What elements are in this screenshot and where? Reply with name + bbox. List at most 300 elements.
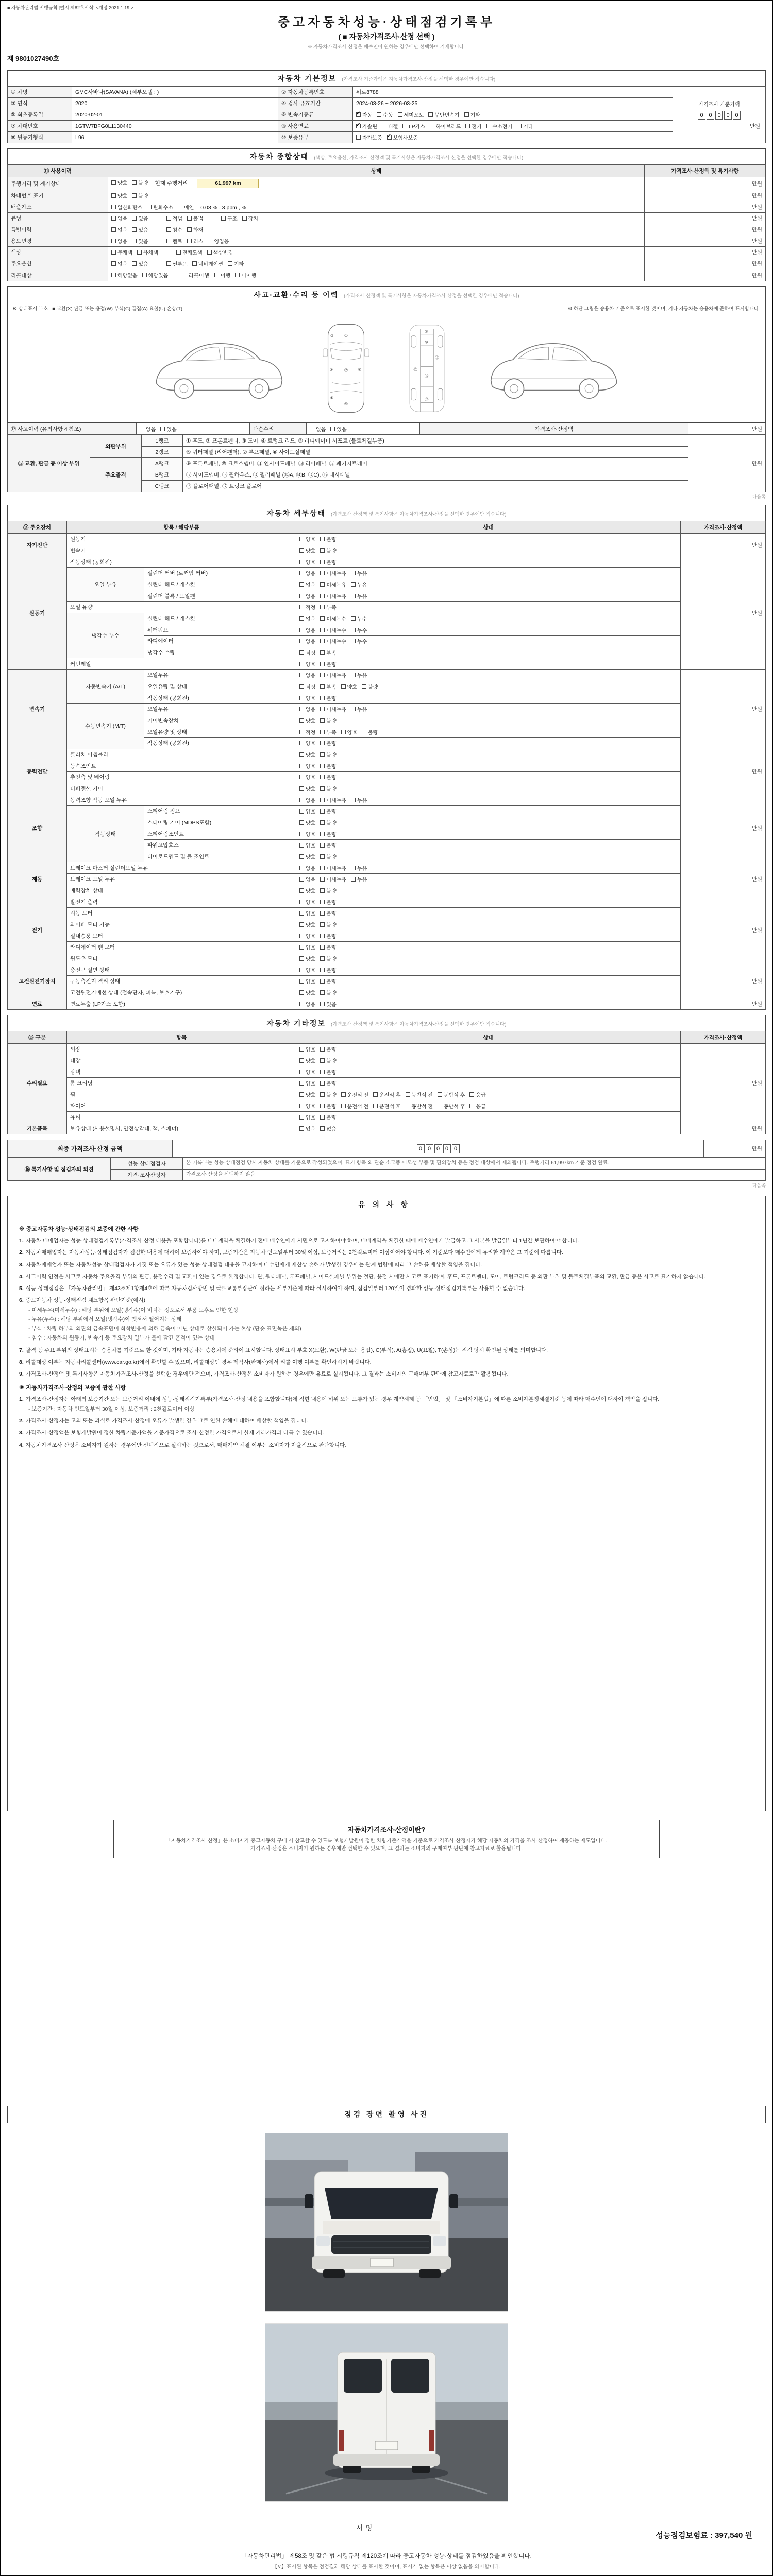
notice-subitem: - 침수 : 자동차의 원동기, 변속기 등 주요장치 일부가 물에 잠긴 흔적이 있는 상태 [28,1335,215,1342]
notice-text: 가격조사·산정자는 고의 또는 과실로 가격조사·산정에 오류가 발생한 경우 그로 인한 손해에 대하여 배상할 책임을 집니다. [25,1417,308,1424]
checkbox-불량[interactable] [320,1113,336,1121]
checkbox-자동[interactable] [356,111,372,118]
checkbox-적정[interactable] [299,649,315,656]
checkbox-양호[interactable] [299,819,315,826]
checkbox-침수[interactable] [166,226,182,233]
checkbox-label: 세미오토 [404,113,424,118]
checkbox-label: 누유 [357,571,367,577]
checkbox-양호[interactable] [299,739,315,747]
checkbox-양호[interactable] [299,773,315,781]
checkbox-불량[interactable] [320,932,336,940]
checkbox-양호[interactable] [299,807,315,815]
checkbox-불량[interactable] [320,762,336,770]
checkbox-운전석 후[interactable] [373,1091,400,1098]
checkbox-일산화탄소[interactable] [111,203,142,211]
checkbox-해당없음[interactable] [111,271,138,279]
checkbox-불법[interactable] [187,214,203,222]
checkbox-label: 전기 [472,124,482,130]
checkbox-없음[interactable] [299,875,315,883]
checkbox-없음[interactable] [111,260,127,267]
state-cell [296,851,681,862]
checkbox-불량[interactable] [320,694,336,702]
svg-text:⑯: ⑯ [425,374,429,379]
table-row [8,783,766,794]
checkbox-불량[interactable] [320,830,336,838]
item-label: 충전구 절연 상태 [67,964,296,976]
checkbox-label: 양호 [306,991,316,996]
checkbox-양호[interactable] [299,932,315,940]
checkbox-수소전기[interactable] [486,122,513,130]
checkbox-불량[interactable] [320,785,336,792]
checkbox-box [299,673,304,677]
checkbox-없음[interactable] [299,569,315,577]
checkbox-해당있음[interactable] [142,271,169,279]
checkbox-불량[interactable] [320,1057,336,1064]
checkbox-색상변경[interactable] [207,248,233,256]
checkbox-미세누유[interactable] [320,796,346,804]
table-header-row [8,165,766,177]
checkbox-양호[interactable] [111,192,127,199]
checkbox-누유[interactable] [351,796,367,804]
checkbox-동반석 후[interactable] [438,1091,465,1098]
checkbox-box [299,820,304,825]
checkbox-없음[interactable] [140,425,156,433]
section-accident-note: (가격조사·산정액 및 특기사항은 자동차가격조사·산정을 선택한 경우에만 적습니다) [344,293,519,299]
checkbox-불량[interactable] [320,751,336,758]
checkbox-탄화수소[interactable] [147,203,173,211]
final-amount-unit: 만원 [704,1140,766,1158]
checkbox-label: 이행 [220,273,231,279]
checkbox-부족[interactable] [320,683,336,690]
checkbox-불량[interactable] [320,1102,336,1110]
checkbox-없음[interactable] [111,214,127,222]
checkbox-불량[interactable] [320,717,336,724]
footer-line1: 「자동차관리법」 제58조 및 같은 법 시행규칙 제120조에 따라 중고자동차 성능·상태를 점검하였음을 확인합니다. [241,2553,532,2560]
state-cell [296,1066,681,1078]
checkbox-box [320,1104,325,1108]
checkbox-label: 불량 [326,1081,337,1087]
checkbox-부족[interactable] [320,603,336,611]
checkbox-box [320,1070,325,1074]
price-cell: 만원 [681,794,766,862]
state-cell [296,613,681,624]
checkbox-불량[interactable] [132,192,148,199]
checkbox-양호[interactable] [299,1045,315,1053]
checkbox-양호[interactable] [299,989,315,996]
checkbox-적정[interactable] [299,603,315,611]
checkbox-불량[interactable] [320,1091,336,1098]
checkbox-누수[interactable] [351,637,367,645]
checkbox-label: 있음 [166,427,177,433]
checkbox-label: 있음 [138,216,148,222]
checkbox-없음[interactable] [299,705,315,713]
checkbox-box [320,594,325,598]
checkbox-불량[interactable] [320,887,336,894]
checkbox-불량[interactable] [320,535,336,543]
state-cell [296,749,681,760]
checkbox-box [166,216,171,221]
checkbox-적정[interactable] [299,683,315,690]
checkbox-양호[interactable] [299,547,315,554]
checkbox-양호[interactable] [299,1113,315,1121]
checkbox-양호[interactable] [299,762,315,770]
table-row [8,1123,766,1134]
checkbox-있음[interactable] [160,425,176,433]
parts-items: ⑨ 프론트패널, ⑩ 크로스멤버, ⑪ 인사이드패널, ⑱ 리어패널, ⑲ 패키지트레이 [183,458,688,469]
checkbox-이행[interactable] [214,271,230,279]
value-text: 리콜이행 [188,273,209,279]
checkbox-label: 불량 [326,889,337,894]
checkbox-label: 양호 [117,194,128,199]
checkbox-적법[interactable] [166,214,182,222]
checkbox-label: 없음 [306,707,316,713]
checkbox-label: 불량 [326,911,337,917]
checkbox-네비게이션[interactable] [192,260,223,267]
checkbox-불량[interactable] [320,989,336,996]
checkbox-있음[interactable] [299,1125,315,1132]
parts-items: ① 후드, ② 프론트펜더, ③ 도어, ④ 트렁크 리드, ⑤ 라디에이터 서포트 (볼트체결부품) [183,435,688,447]
checkbox-label: 운전석 후 [379,1104,401,1110]
car-diagrams [7,314,766,423]
checkbox-양호[interactable] [299,785,315,792]
price-cell: 만원 [645,235,766,247]
checkbox-미세누유[interactable] [320,592,346,600]
checkbox-양호[interactable] [299,909,315,917]
checkbox-기타[interactable] [228,260,244,267]
state-cell [296,783,681,794]
checkbox-미세누유[interactable] [320,671,346,679]
checkbox-불량[interactable] [320,660,336,668]
checkbox-양호[interactable] [299,535,315,543]
checkbox-있음[interactable] [132,237,148,245]
checkbox-있음[interactable] [132,214,148,222]
checkbox-양호[interactable] [299,694,315,702]
checkbox-불량[interactable] [320,841,336,849]
checkbox-label: 수소전기 [492,124,513,130]
signature-area[interactable] [7,2514,766,2550]
checkbox-label: 불량 [326,549,337,554]
checkbox-불량[interactable] [320,921,336,928]
checkbox-자가보증[interactable] [356,133,382,141]
table-row [8,121,766,132]
checkbox-있음[interactable] [132,260,148,267]
checkbox-양호[interactable] [299,966,315,974]
checkbox-미세누수[interactable] [320,626,346,634]
checkbox-불량[interactable] [320,1068,336,1076]
checkbox-전체도색[interactable] [176,248,203,256]
checkbox-렌트[interactable] [166,237,182,245]
state-cell [296,976,681,987]
table-row [8,1140,766,1158]
checkbox-미세누유[interactable] [320,569,346,577]
table-row [8,201,766,213]
checkbox-양호[interactable] [299,1068,315,1076]
device-group: 수리필요 [8,1044,67,1123]
state-cell [296,760,681,772]
state-cell [296,590,681,602]
checkbox-양호[interactable] [299,1079,315,1087]
checkbox-box [387,135,392,140]
checkbox-누유[interactable] [351,705,367,713]
checkbox-없음[interactable] [299,592,315,600]
checkbox-label: 있음 [337,427,347,433]
checkbox-box [140,427,144,431]
col-device: ⑭ 주요장치 [8,521,67,534]
checkbox-세미오토[interactable] [398,111,424,118]
use-history-label: 특별이력 [8,224,108,235]
checkbox-있음[interactable] [132,226,148,233]
col-use-history: ⑪ 사용이력 [8,165,108,177]
checkbox-label: 없음 [306,673,316,679]
checkbox-양호[interactable] [299,898,315,906]
checkbox-있음[interactable] [320,1000,336,1008]
checkbox-양호[interactable] [299,853,315,860]
checkbox-양호[interactable] [299,1091,315,1098]
state-cell [296,692,681,704]
checkbox-불량[interactable] [362,728,378,736]
checkbox-label: 불량 [326,1115,337,1121]
checkbox-응급[interactable] [469,1091,485,1098]
base-price-digits [676,111,762,120]
checkbox-누유[interactable] [351,875,367,883]
state-cell [296,874,681,885]
checkbox-기타[interactable] [517,122,533,130]
checkbox-불량[interactable] [320,739,336,747]
checkbox-불량[interactable] [320,853,336,860]
checkbox-영업용[interactable] [208,237,229,245]
price-cell: 만원 [681,862,766,896]
checkbox-양호[interactable] [299,1102,315,1110]
checkbox-수동[interactable] [377,111,393,118]
section-accident-head [7,286,766,302]
checkbox-불량[interactable] [320,558,336,566]
checkbox-하이브리드[interactable] [430,122,461,130]
checkbox-없음[interactable] [299,1000,315,1008]
table-row [8,545,766,556]
checkbox-누유[interactable] [351,864,367,872]
state-cell [296,1123,681,1134]
checkbox-썬루프[interactable] [166,260,188,267]
checkbox-불량[interactable] [320,547,336,554]
checkbox-불량[interactable] [320,1079,336,1087]
section-comp-title: 자동차 종합상태 [249,152,309,161]
checkbox-누유[interactable] [351,569,367,577]
checkbox-box [320,843,325,848]
item-group: 자동변속기 (A/T) [67,670,144,704]
checkbox-누유[interactable] [351,671,367,679]
section-basic-title: 자동차 기본정보 [277,74,337,82]
checkbox-동반석 후[interactable] [438,1102,465,1110]
digit-box: 0 [724,111,732,120]
checkbox-없음[interactable] [320,1125,336,1132]
notice-number: 4. [19,1442,24,1448]
checkbox-box [299,684,304,689]
accident-history-label: ⑫ 사고이력 (유의사항 4 참조) [8,423,137,435]
checkbox-디젤[interactable] [382,122,398,130]
checkbox-양호[interactable] [341,728,357,736]
checkbox-적정[interactable] [299,728,315,736]
checkbox-가솔린[interactable] [356,122,377,130]
checkbox-box [111,250,116,255]
table-row [8,177,766,190]
van-rear [325,2352,448,2480]
checkbox-양호[interactable] [299,943,315,951]
checkbox-누유[interactable] [351,592,367,600]
checkbox-화재[interactable] [187,226,203,233]
checkbox-불량[interactable] [320,773,336,781]
checkbox-없음[interactable] [299,671,315,679]
checkbox-없음[interactable] [310,425,326,433]
checkbox-양호[interactable] [299,717,315,724]
item-group: 작동상태 [67,806,144,862]
checkbox-양호[interactable] [299,977,315,985]
checkbox-불량[interactable] [320,909,336,917]
checkbox-미세누유[interactable] [320,864,346,872]
svg-text:⑥: ⑥ [330,396,334,401]
checkbox-LP가스[interactable] [402,122,425,130]
field-value: 2020-02-01 [72,109,278,121]
checkbox-box [320,605,325,609]
checkbox-label: 불량 [138,194,148,199]
checkbox-미세누수[interactable] [320,615,346,622]
checkbox-box [208,239,212,243]
checkbox-전기[interactable] [465,122,481,130]
checkbox-동반석 전[interactable] [406,1102,433,1110]
section-basic-info [7,70,766,143]
state-cell [296,726,681,738]
checkbox-label: 있음 [138,228,148,233]
checkbox-부족[interactable] [320,649,336,656]
accident-parts-table [7,435,766,492]
checkbox-불량[interactable] [320,955,336,962]
checkbox-양호[interactable] [299,921,315,928]
checkbox-장치[interactable] [242,214,258,222]
checkbox-유채색[interactable] [137,248,158,256]
checkbox-매연[interactable] [178,203,194,211]
checkbox-미세누유[interactable] [320,581,346,588]
notices-title: 유의사항 [8,1196,765,1213]
checkbox-없음[interactable] [299,581,315,588]
checkbox-box [299,866,304,870]
checkbox-label: 불량 [326,1070,337,1076]
checkbox-불량[interactable] [362,683,378,690]
checkbox-없음[interactable] [299,637,315,645]
table-row [8,98,766,109]
checkbox-운전석 전[interactable] [341,1091,368,1098]
checkbox-label: 네비게이션 [198,262,223,267]
notice-number: 5. [19,1285,24,1292]
checkbox-무채색[interactable] [111,248,132,256]
checkbox-미세누유[interactable] [320,705,346,713]
table-row [8,1100,766,1112]
checkbox-label: 동반석 전 [411,1093,433,1098]
price-cell: 만원 [681,1044,766,1123]
checkbox-부족[interactable] [320,728,336,736]
checkbox-구조[interactable] [221,214,237,222]
checkbox-불량[interactable] [320,807,336,815]
checkbox-양호[interactable] [299,1057,315,1064]
checkbox-미세누수[interactable] [320,637,346,645]
checkbox-불량[interactable] [320,898,336,906]
checkbox-양호[interactable] [111,179,127,187]
checkbox-응급[interactable] [469,1102,485,1110]
checkbox-없음[interactable] [299,864,315,872]
checkbox-box [221,216,226,221]
checkbox-양호[interactable] [299,830,315,838]
checkbox-label: 부족 [326,685,337,690]
checkbox-box [320,730,325,734]
checkbox-없음[interactable] [111,237,127,245]
checkbox-label: 없음 [117,228,128,233]
price-cell: 만원 [688,423,766,435]
checkbox-기타[interactable] [464,111,480,118]
checkbox-불량[interactable] [320,819,336,826]
table-row [8,749,766,760]
checkbox-box [299,854,304,859]
checkbox-box [320,616,325,621]
checkbox-미이행[interactable] [235,271,256,279]
checkbox-누수[interactable] [351,615,367,622]
checkbox-불량[interactable] [320,943,336,951]
checkbox-양호[interactable] [299,751,315,758]
checkbox-box [299,1070,304,1074]
checkbox-동반석 전[interactable] [406,1091,433,1098]
checkbox-불량[interactable] [320,966,336,974]
checkbox-label: 누수 [357,639,367,645]
checkbox-불량[interactable] [320,1045,336,1053]
checkbox-무단변속기[interactable] [428,111,459,118]
checkbox-운전석 후[interactable] [373,1102,400,1110]
table-row [8,269,766,281]
checkbox-box [341,1104,346,1108]
checkbox-누유[interactable] [351,581,367,588]
checkbox-리스[interactable] [187,237,203,245]
checkbox-양호[interactable] [299,841,315,849]
checkbox-없음[interactable] [299,796,315,804]
checkbox-양호[interactable] [299,887,315,894]
checkbox-미세누유[interactable] [320,875,346,883]
checkbox-label: 없음 [306,1002,316,1008]
checkbox-양호[interactable] [299,955,315,962]
checkbox-label: 양호 [306,855,316,860]
checkbox-label: 미세누유 [326,707,346,713]
checkbox-양호[interactable] [299,660,315,668]
checkbox-누수[interactable] [351,626,367,634]
checkbox-box [356,124,361,128]
state-code-legend [7,302,766,314]
checkbox-양호[interactable] [341,683,357,690]
digit-box: 0 [698,111,705,120]
checkbox-불량[interactable] [132,179,148,187]
notice-text: 자동차매매업자는 자동차성능·상태점검자가 점검한 내용에 대하여 보증하여야 하며, 보증기간은 자동차 인도일부터 30일 이상, 보증거리는 2천킬로미터 이상이어야 합니다. 이 기준보다 매수인에게 유리한 계약은 그 기준에 따릅니다. [25,1249,563,1256]
checkbox-없음[interactable] [299,615,315,622]
checkbox-없음[interactable] [111,226,127,233]
checkbox-보험사보증[interactable] [387,133,418,141]
checkbox-box [351,877,356,882]
checkbox-양호[interactable] [299,558,315,566]
price-cell: 만원 [645,224,766,235]
table-header-row [8,521,766,534]
opinion-section-label: ⑯ 특기사항 및 점검자의 의견 [8,1158,111,1181]
col-etc-state: 상태 [296,1031,681,1044]
checkbox-없음[interactable] [299,626,315,634]
checkbox-불량[interactable] [320,977,336,985]
checkbox-운전석 전[interactable] [341,1102,368,1110]
checkbox-있음[interactable] [330,425,346,433]
checkbox-box [320,718,325,723]
state-cell [296,930,681,942]
field-value [353,132,673,143]
